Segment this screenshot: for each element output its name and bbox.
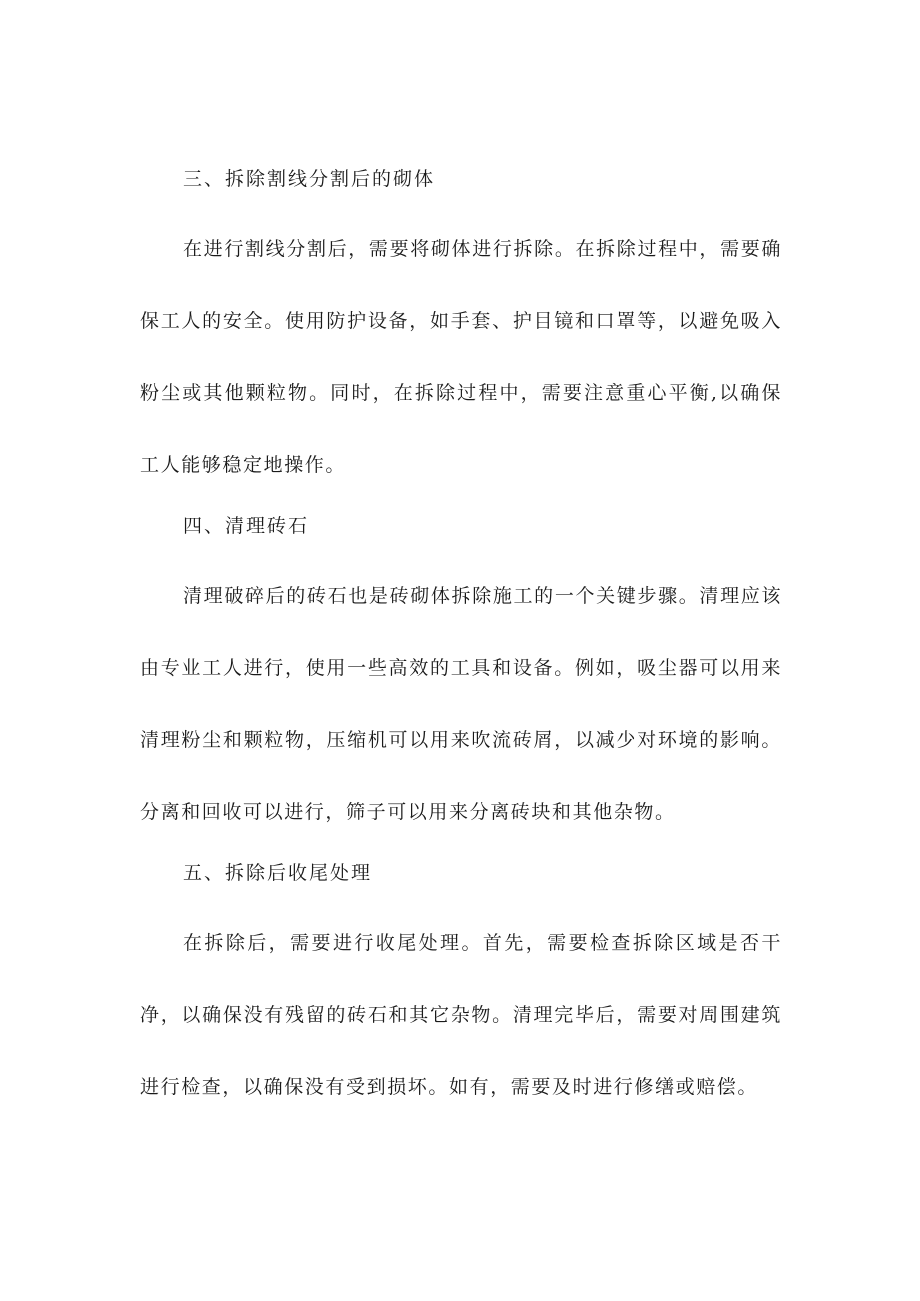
section-heading: 四、清理砖石 bbox=[183, 515, 310, 537]
section-finishing-work bbox=[140, 851, 782, 1123]
document-body bbox=[140, 157, 782, 1123]
section-paragraph: 在进行割线分割后，需要将砌体进行拆除。在拆除过程中，需要确保工人的安全。使用防护设备，如手套、护目镜和口罩等，以避免吸入粉尘或其他颗粒物。同时，在拆除过程中，需要注意重心平衡,以确保工人能够稳定地操作。 bbox=[140, 238, 782, 476]
section-paragraph: 在拆除后，需要进行收尾处理。首先，需要检查拆除区域是否干净，以确保没有残留的砖石和其它杂物。清理完毕后，需要对周围建筑进行检查，以确保没有受到损坏。如有，需要及时进行修缮或赔偿。 bbox=[140, 932, 782, 1098]
section-clean-bricks bbox=[140, 504, 782, 851]
section-demolish-masonry bbox=[140, 157, 782, 504]
section-paragraph: 清理破碎后的砖石也是砖砌体拆除施工的一个关键步骤。清理应该由专业工人进行，使用一些高效的工具和设备。例如，吸尘器可以用来清理粉尘和颗粒物，压缩机可以用来吹流砖屑，以减少对环境的影响。分离和回收可以进行，筛子可以用来分离砖块和其他杂物。 bbox=[140, 585, 782, 823]
section-heading: 三、拆除割线分割后的砌体 bbox=[183, 168, 436, 190]
section-heading: 五、拆除后收尾处理 bbox=[183, 862, 373, 884]
